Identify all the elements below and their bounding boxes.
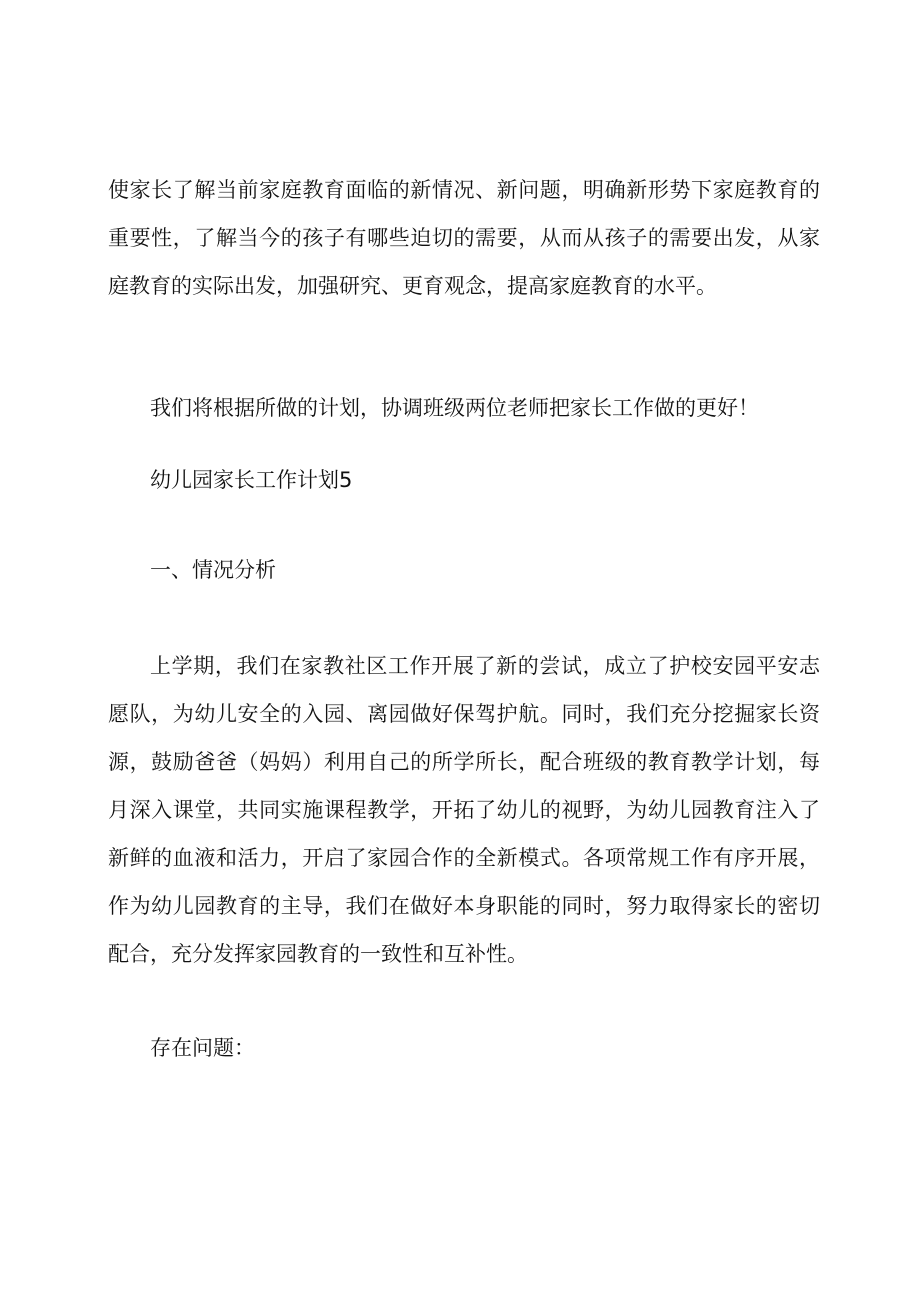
heading-existing-problems: 存在问题： <box>150 1036 255 1060</box>
section-title-plan-5: 幼儿园家长工作计划5 <box>150 468 353 492</box>
paragraph-plan-statement: 我们将根据所做的计划，协调班级两位老师把家长工作做的更好！ <box>150 396 759 420</box>
heading-situation-analysis: 一、情况分析 <box>150 558 276 582</box>
paragraph-family-education-goal: 使家长了解当前家庭教育面临的新情况、新问题，明确新形势下家庭教育的重要性，了解当今的孩子有哪些迫切的需要，从而从孩子的需要出发，从家庭教育的实际出发，加强研究、更育观念，提高家庭教育的水平。 <box>108 178 820 298</box>
paragraph-last-semester-review: 上学期，我们在家教社区工作开展了新的尝试，成立了护校安园平安志愿队，为幼儿安全的入园、离园做好保驾护航。同时，我们充分挖掘家长资源，鼓励爸爸（妈妈）利用自己的所学所长，配合班级的教育教学计划，每月深入课堂，共同实施课程教学，开拓了幼儿的视野，为幼儿园教育注入了新鲜的血液和活力，开启了家园合作的全新模式。各项常规工作有序开展，作为幼儿园教育的主导，我们在做好本身职能的同时，努力取得家长的密切配合，充分发挥家园教育的一致性和互补性。 <box>108 654 820 966</box>
